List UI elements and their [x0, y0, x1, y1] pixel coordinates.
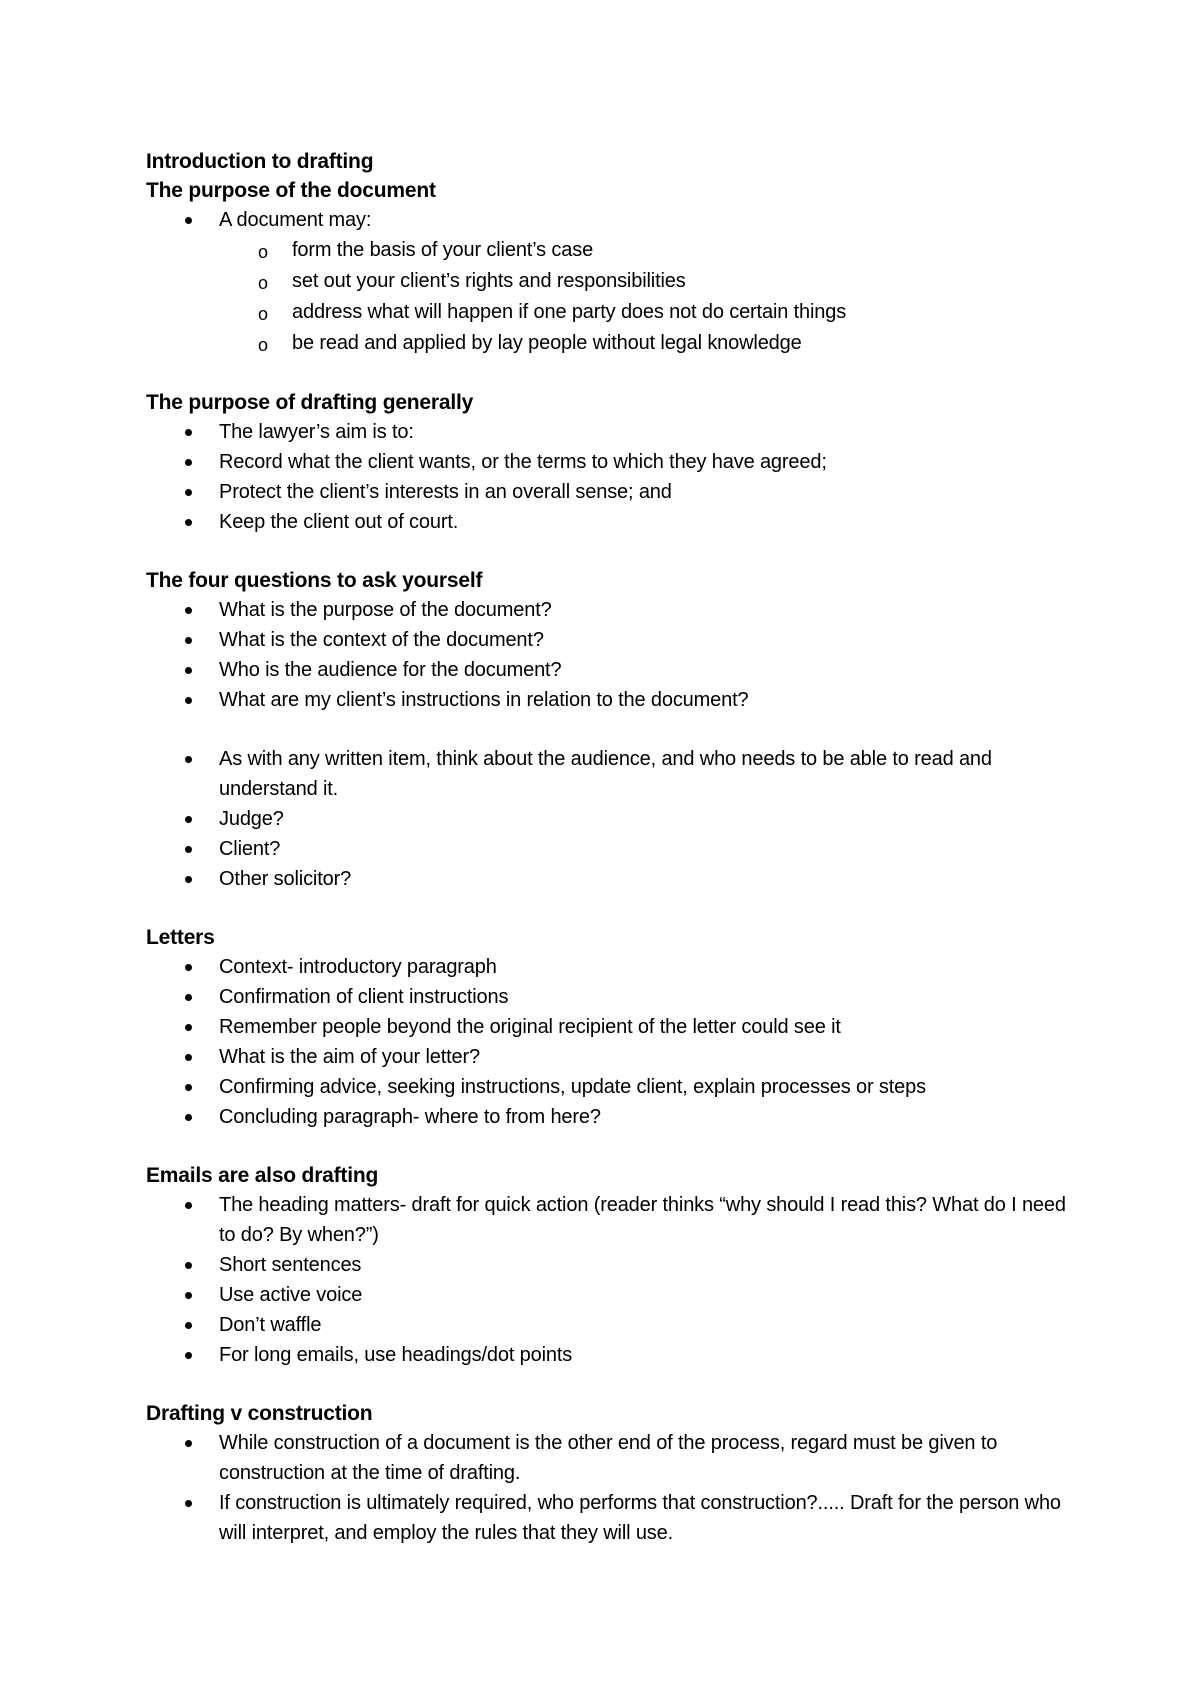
bullet-icon [185, 1352, 192, 1359]
section-heading: Emails are also drafting [146, 1164, 379, 1187]
list-item [146, 744, 1066, 804]
list-item-text: Concluding paragraph- where to from here? [219, 1106, 601, 1128]
circle-bullet-icon: o [258, 273, 268, 293]
list-item [146, 1280, 1066, 1310]
document-body [146, 147, 1066, 1548]
list-item [146, 447, 1066, 477]
bullet-list [146, 952, 1066, 1132]
circle-bullet-icon: o [258, 304, 268, 324]
section-heading: Letters [146, 926, 215, 949]
list-item-text: The heading matters- draft for quick action (reader thinks “why should I read this? What do I need to do? By when?”) [219, 1194, 1066, 1246]
list-item [146, 1072, 1066, 1102]
sub-list [219, 235, 1066, 359]
bullet-icon [185, 607, 192, 614]
bullet-list [146, 205, 1066, 359]
list-item [146, 1310, 1066, 1340]
sub-list-item-text: set out your client’s rights and responsibilities [292, 270, 686, 292]
bullet-icon [185, 1322, 192, 1329]
bullet-icon [185, 1202, 192, 1209]
list-item-text: Other solicitor? [219, 868, 352, 890]
bullet-icon [185, 519, 192, 526]
list-item [146, 864, 1066, 894]
bullet-icon [185, 697, 192, 704]
bullet-icon [185, 1500, 192, 1507]
list-item-text: Judge? [219, 808, 284, 830]
bullet-icon [185, 846, 192, 853]
bullet-icon [185, 667, 192, 674]
list-item-text: Confirmation of client instructions [219, 986, 509, 1008]
list-item [146, 417, 1066, 447]
list-item-text: Don’t waffle [219, 1314, 322, 1336]
document-title: Introduction to drafting [146, 150, 374, 173]
list-item-text: As with any written item, think about the audience, and who needs to be able to read and understand it. [219, 748, 992, 800]
bullet-list [146, 595, 1066, 894]
list-item [146, 1102, 1066, 1132]
list-item-text: Use active voice [219, 1284, 363, 1306]
list-item-text: Keep the client out of court. [219, 511, 459, 533]
list-item-text: A document may: [219, 209, 372, 231]
bullet-icon [185, 459, 192, 466]
list-item-text: For long emails, use headings/dot points [219, 1344, 573, 1366]
bullet-icon [185, 637, 192, 644]
section-purpose-document [146, 147, 1066, 359]
circle-bullet-icon: o [258, 335, 268, 355]
bullet-icon [185, 1024, 192, 1031]
list-item [146, 625, 1066, 655]
bullet-icon [185, 994, 192, 1001]
bullet-icon [185, 429, 192, 436]
list-item-text: Confirming advice, seeking instructions, update client, explain processes or steps [219, 1076, 926, 1098]
list-item [146, 804, 1066, 834]
sub-list-item [146, 328, 1066, 359]
list-item-text: If construction is ultimately required, who performs that construction?..... Draft for the person who will interpret, and employ the rules that they will use. [219, 1492, 1061, 1544]
list-item-text: What is the context of the document? [219, 629, 544, 651]
list-item [146, 834, 1066, 864]
list-item [146, 1190, 1066, 1250]
bullet-list [146, 1428, 1066, 1548]
list-item-text: Who is the audience for the document? [219, 659, 562, 681]
sub-list-item-text: be read and applied by lay people without legal knowledge [292, 332, 802, 354]
list-item [146, 1340, 1066, 1370]
sub-list-item [146, 235, 1066, 266]
bullet-icon [185, 217, 192, 224]
bullet-icon [185, 489, 192, 496]
list-item-text: While construction of a document is the other end of the process, regard must be given to construction at the time of drafting. [219, 1432, 998, 1484]
list-item [146, 685, 1066, 715]
list-item [146, 1488, 1066, 1548]
bullet-icon [185, 1114, 192, 1121]
bullet-list [146, 417, 1066, 537]
list-item-text: What are my client’s instructions in relation to the document? [219, 689, 749, 711]
circle-bullet-icon: o [258, 242, 268, 262]
list-item [146, 1012, 1066, 1042]
section-emails [146, 1161, 1066, 1370]
section-purpose-drafting [146, 388, 1066, 537]
section-heading: Drafting v construction [146, 1402, 373, 1425]
list-item-text: Context- introductory paragraph [219, 956, 497, 978]
section-heading: The four questions to ask yourself [146, 569, 483, 592]
list-item-text: Remember people beyond the original recipient of the letter could see it [219, 1016, 841, 1038]
bullet-icon [185, 1440, 192, 1447]
bullet-icon [185, 1054, 192, 1061]
sub-list-item-text: address what will happen if one party does not do certain things [292, 301, 847, 323]
section-letters [146, 923, 1066, 1132]
bullet-icon [185, 876, 192, 883]
list-item-text: The lawyer’s aim is to: [219, 421, 414, 443]
bullet-icon [185, 1084, 192, 1091]
list-item [146, 952, 1066, 982]
bullet-icon [185, 816, 192, 823]
sub-list-item [146, 266, 1066, 297]
list-item-text: Record what the client wants, or the terms to which they have agreed; [219, 451, 827, 473]
bullet-icon [185, 1292, 192, 1299]
sub-list-item-text: form the basis of your client’s case [292, 239, 594, 261]
list-item [146, 655, 1066, 685]
section-drafting-construction [146, 1399, 1066, 1548]
list-item [146, 507, 1066, 537]
list-item [146, 477, 1066, 507]
section-four-questions [146, 566, 1066, 894]
section-heading: The purpose of the document [146, 179, 436, 202]
bullet-list [146, 1190, 1066, 1370]
section-heading: The purpose of drafting generally [146, 391, 474, 414]
list-item-text: Short sentences [219, 1254, 362, 1276]
bullet-icon [185, 1262, 192, 1269]
bullet-icon [185, 756, 192, 763]
list-item [146, 1250, 1066, 1280]
list-item-text: Protect the client’s interests in an overall sense; and [219, 481, 672, 503]
list-item [146, 1042, 1066, 1072]
list-item [146, 205, 1066, 359]
list-item-text: What is the aim of your letter? [219, 1046, 481, 1068]
sub-list-item [146, 297, 1066, 328]
list-item [146, 1428, 1066, 1488]
bullet-icon [185, 964, 192, 971]
list-item-text: What is the purpose of the document? [219, 599, 552, 621]
list-item-text: Client? [219, 838, 281, 860]
list-item [146, 982, 1066, 1012]
list-item [146, 595, 1066, 625]
